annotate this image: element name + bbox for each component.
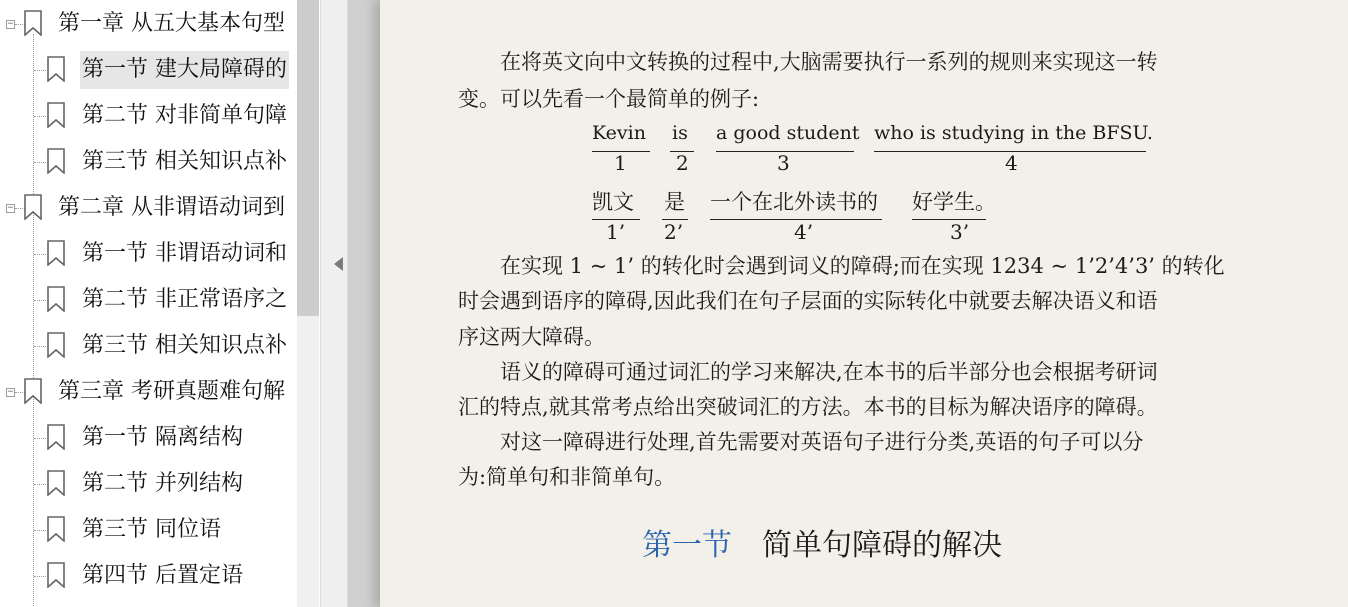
bookmark-icon <box>46 332 66 358</box>
bookmark-label: 第一节 建大局障碍的 <box>80 51 289 89</box>
paragraph-intro-line-1: 在将英文向中文转换的过程中,大脑需要执行一系列的规则来实现这一转 <box>500 50 1158 74</box>
paragraph-2-line-3: 序这两大障碍。 <box>458 325 605 349</box>
bookmark-icon <box>46 240 66 266</box>
example-cn-word-2: 是 <box>664 190 685 214</box>
bookmark-icon <box>46 424 66 450</box>
example-en-number-4: 4 <box>1005 151 1018 175</box>
bookmark-section-1-1[interactable] <box>0 50 300 90</box>
example-underline <box>912 219 986 220</box>
bookmark-chapter-3[interactable] <box>0 372 300 412</box>
bookmark-section-3-3[interactable] <box>0 510 300 550</box>
paragraph-2-line-1: 在实现 1 ~ 1’ 的转化时会遇到词义的障碍;而在实现 1234 ~ 1’2’4’3’ 的转化 <box>500 254 1225 278</box>
collapse-toggle[interactable]: − <box>7 387 14 397</box>
paragraph-4-line-1: 对这一障碍进行处理,首先需要对英语句子进行分类,英语的句子可以分 <box>500 430 1144 454</box>
bookmark-chapter-1[interactable] <box>0 4 300 44</box>
bookmark-label: 第一章 从五大基本句型 <box>58 11 285 36</box>
example-cn-word-1: 凯文 <box>592 190 634 214</box>
example-en-number-1: 1 <box>614 151 627 175</box>
example-cn-word-4: 好学生。 <box>912 190 996 214</box>
paragraph-4-line-2: 为:简单句和非简单句。 <box>458 465 676 489</box>
section-heading <box>642 520 1002 564</box>
bookmark-label: 第二节 非正常语序之 <box>82 287 287 312</box>
scrollbar-thumb[interactable] <box>297 0 319 316</box>
bookmark-chapter-2[interactable] <box>0 188 300 228</box>
paragraph-intro-line-2: 变。可以先看一个最简单的例子: <box>458 87 760 111</box>
bookmark-label: 第二章 从非谓语动词到 <box>58 195 285 220</box>
bookmark-icon <box>46 56 66 82</box>
example-en-number-2: 2 <box>676 151 689 175</box>
bookmark-icon <box>46 148 66 174</box>
bookmark-label: 第三章 考研真题难句解 <box>58 379 285 404</box>
bookmark-icon <box>46 286 66 312</box>
panel-splitter[interactable] <box>320 0 348 607</box>
bookmark-label: 第四节 后置定语 <box>82 563 243 588</box>
bookmark-icon <box>46 516 66 542</box>
paragraph-3-line-1: 语义的障碍可通过词汇的学习来解决,在本书的后半部分也会根据考研词 <box>500 360 1158 384</box>
example-cn-number-1: 1’ <box>606 220 626 244</box>
section-number: 第一节 <box>642 528 732 563</box>
bookmark-icon <box>46 470 66 496</box>
bookmark-label: 第三节 相关知识点补 <box>82 333 287 358</box>
bookmark-icon <box>23 378 43 404</box>
collapse-toggle[interactable]: − <box>7 19 14 29</box>
collapse-sidebar-arrow-icon[interactable] <box>334 257 343 271</box>
paragraph-3-line-2: 汇的特点,就其常考点给出突破词汇的方法。本书的目标为解决语序的障碍。 <box>458 395 1158 419</box>
collapse-toggle[interactable]: − <box>7 203 14 213</box>
example-en-word-3: a good student <box>716 122 860 144</box>
example-en-word-4: who is studying in the BFSU. <box>874 122 1153 144</box>
section-title: 简单句障碍的解决 <box>762 528 1002 563</box>
example-en-word-2: is <box>672 122 688 144</box>
bookmarks-panel <box>0 0 320 607</box>
bookmark-icon <box>46 562 66 588</box>
bookmark-section-1-3[interactable] <box>0 142 300 182</box>
example-en-word-1: Kevin <box>592 122 646 144</box>
document-view[interactable] <box>348 0 1348 607</box>
bookmark-label: 第二节 对非简单句障 <box>82 103 287 128</box>
bookmark-label: 第二节 并列结构 <box>82 471 243 496</box>
bookmark-label: 第一节 隔离结构 <box>82 425 243 450</box>
example-cn-number-4: 3’ <box>950 220 970 244</box>
bookmark-icon <box>46 102 66 128</box>
pdf-page <box>380 0 1348 607</box>
bookmark-section-3-1[interactable] <box>0 418 300 458</box>
bookmark-icon <box>23 194 43 220</box>
bookmark-section-2-3[interactable] <box>0 326 300 366</box>
paragraph-2-line-2: 时会遇到语序的障碍,因此我们在句子层面的实际转化中就要去解决语义和语 <box>458 289 1158 313</box>
bookmark-section-2-2[interactable] <box>0 280 300 320</box>
example-cn-number-3: 4’ <box>794 220 814 244</box>
bookmark-section-2-1[interactable] <box>0 234 300 274</box>
example-cn-word-3: 一个在北外读书的 <box>710 190 878 214</box>
sidebar-scrollbar[interactable] <box>297 0 319 607</box>
example-cn-number-2: 2’ <box>664 220 684 244</box>
example-en-number-3: 3 <box>777 151 790 175</box>
bookmark-label: 第三节 相关知识点补 <box>82 149 287 174</box>
bookmark-icon <box>23 10 43 36</box>
bookmark-section-3-2[interactable] <box>0 464 300 504</box>
bookmark-label: 第三节 同位语 <box>82 517 221 542</box>
bookmark-section-3-4[interactable] <box>0 556 300 596</box>
bookmark-label: 第一节 非谓语动词和 <box>82 241 287 266</box>
bookmark-section-1-2[interactable] <box>0 96 300 136</box>
